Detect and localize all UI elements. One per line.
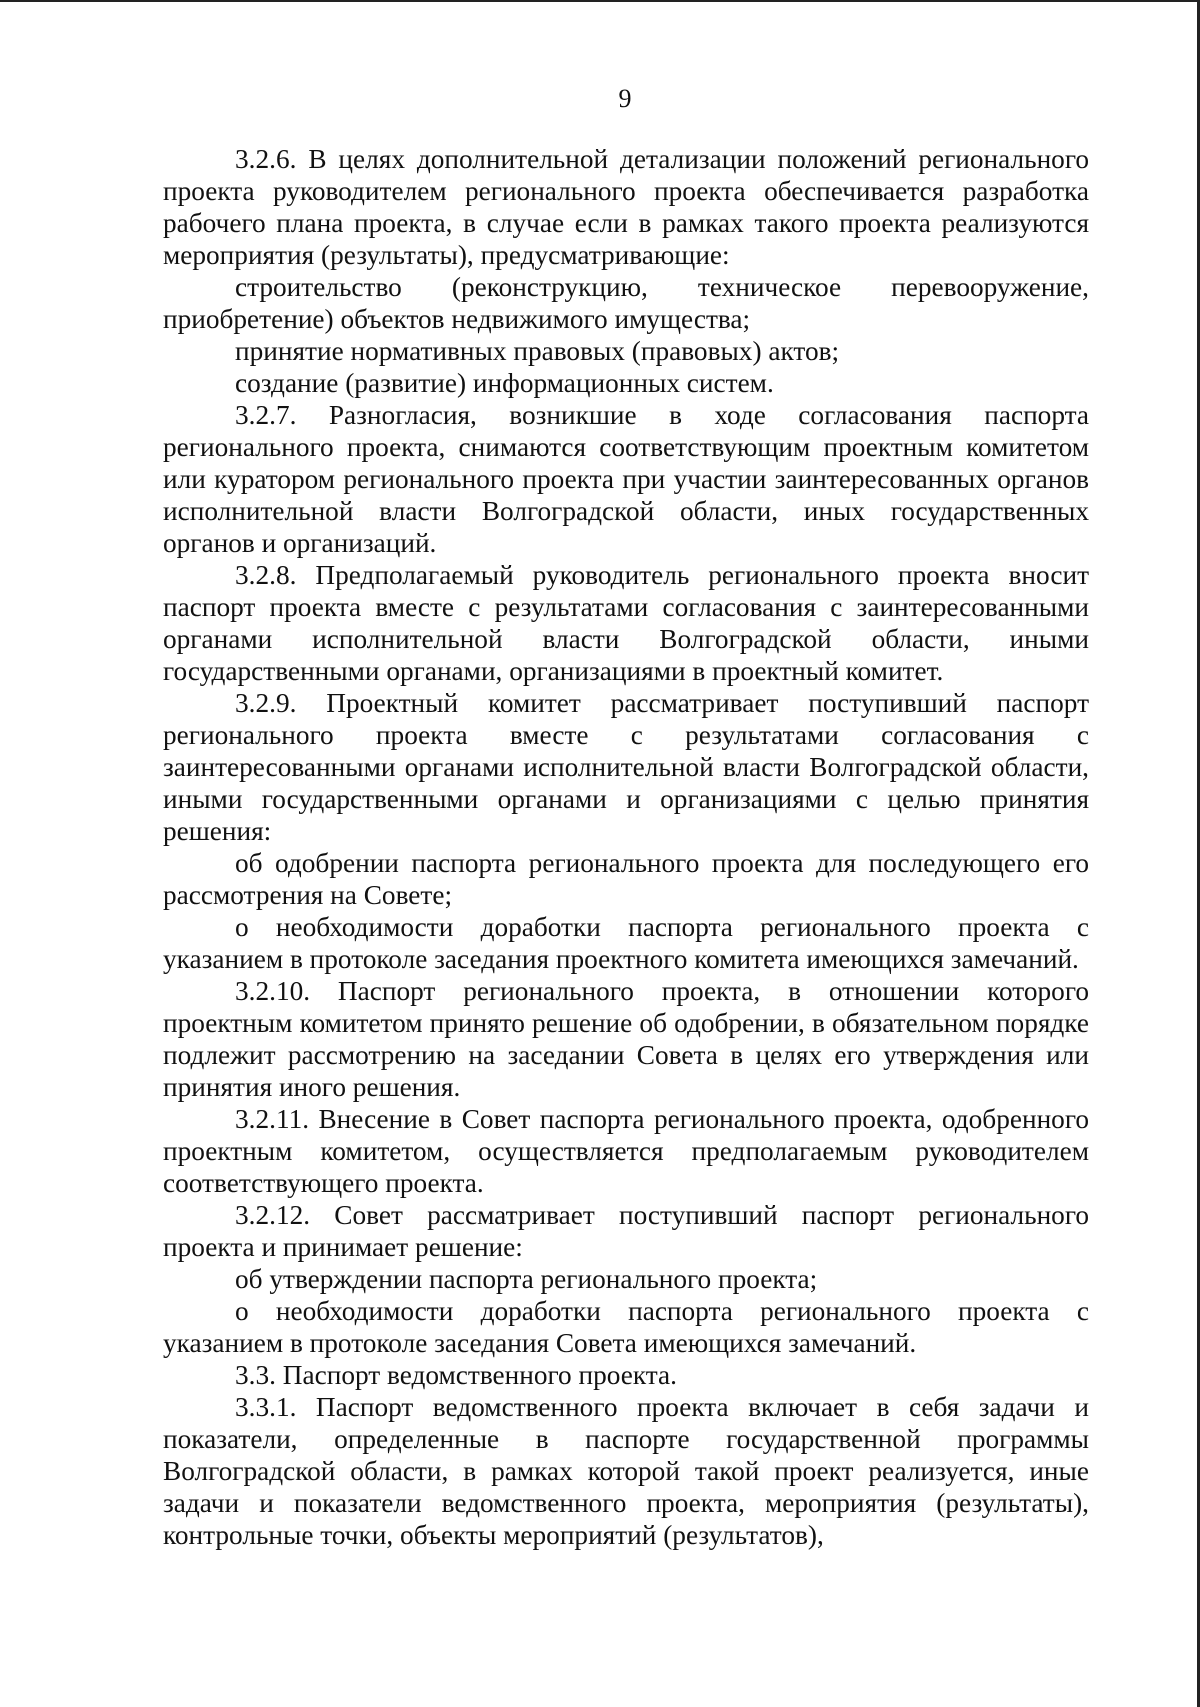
list-item-council-approval: об утверждении паспорта регионального проекта; [235,1264,818,1294]
section-3-3-heading: 3.3. Паспорт ведомственного проекта. [235,1360,677,1390]
list-item-council-revision: о необходимости доработки паспорта регионального проекта с указанием в протоколе заседания Совета имеющихся замечаний. [163,1296,1089,1358]
list-item-revision: о необходимости доработки паспорта регионального проекта с указанием в протоколе заседания проектного комитета имеющихся замечаний. [163,912,1089,974]
paragraph-3-2-11: 3.2.11. Внесение в Совет паспорта регионального проекта, одобренного проектным комитетом, осуществляется предполагаемым руководителем соответствующего проекта. [163,1104,1089,1198]
paragraph-3-2-7: 3.2.7. Разногласия, возникшие в ходе согласования паспорта регионального проекта, снимаются соответствующим проектным комитетом или куратором регионального проекта при участии заинтересованных органов исполнительной власти Волгоградской области, иных государственных органов и организаций. [163,400,1089,558]
document-body [163,143,1089,1551]
list-item-approval: об одобрении паспорта регионального проекта для последующего его рассмотрения на Совете; [163,848,1089,910]
paragraph-3-2-9: 3.2.9. Проектный комитет рассматривает поступивший паспорт регионального проекта вместе с результатами согласования с заинтересованными органами исполнительной власти Волгоградской области, иными государственными органами и организациями с целью принятия решения: [163,688,1089,846]
page-number: 9 [618,84,632,113]
paragraph-3-2-10: 3.2.10. Паспорт регионального проекта, в отношении которого проектным комитетом принято решение об одобрении, в обязательном порядке подлежит рассмотрению на заседании Совета в целях его утверждения или принятия иного решения. [163,976,1089,1102]
paragraph-3-2-8: 3.2.8. Предполагаемый руководитель регионального проекта вносит паспорт проекта вместе с результатами согласования с заинтересованными органами исполнительной власти Волгоградской области, иными государственными органами, организациями в проектный комитет. [163,560,1089,686]
list-item-information-systems: создание (развитие) информационных систем. [235,368,774,398]
scan-edge-top [0,0,1200,2]
list-item-legal-acts: принятие нормативных правовых (правовых) актов; [235,336,840,366]
paragraph-3-2-12: 3.2.12. Совет рассматривает поступивший паспорт регионального проекта и принимает решение: [163,1200,1089,1262]
list-item-construction: строительство (реконструкцию, техническое перевооружение, приобретение) объектов недвижимого имущества; [163,272,1089,334]
paragraph-3-2-6: 3.2.6. В целях дополнительной детализации положений регионального проекта руководителем регионального проекта обеспечивается разработка рабочего плана проекта, в случае если в рамках такого проекта реализуются мероприятия (результаты), предусматривающие: [163,144,1089,270]
paragraph-3-3-1: 3.3.1. Паспорт ведомственного проекта включает в себя задачи и показатели, определенные в паспорте государственной программы Волгоградской области, в рамках которой такой проект реализуется, иные задачи и показатели ведомственного проекта, мероприятия (результаты), контрольные точки, объекты мероприятий (результатов), [163,1392,1089,1550]
